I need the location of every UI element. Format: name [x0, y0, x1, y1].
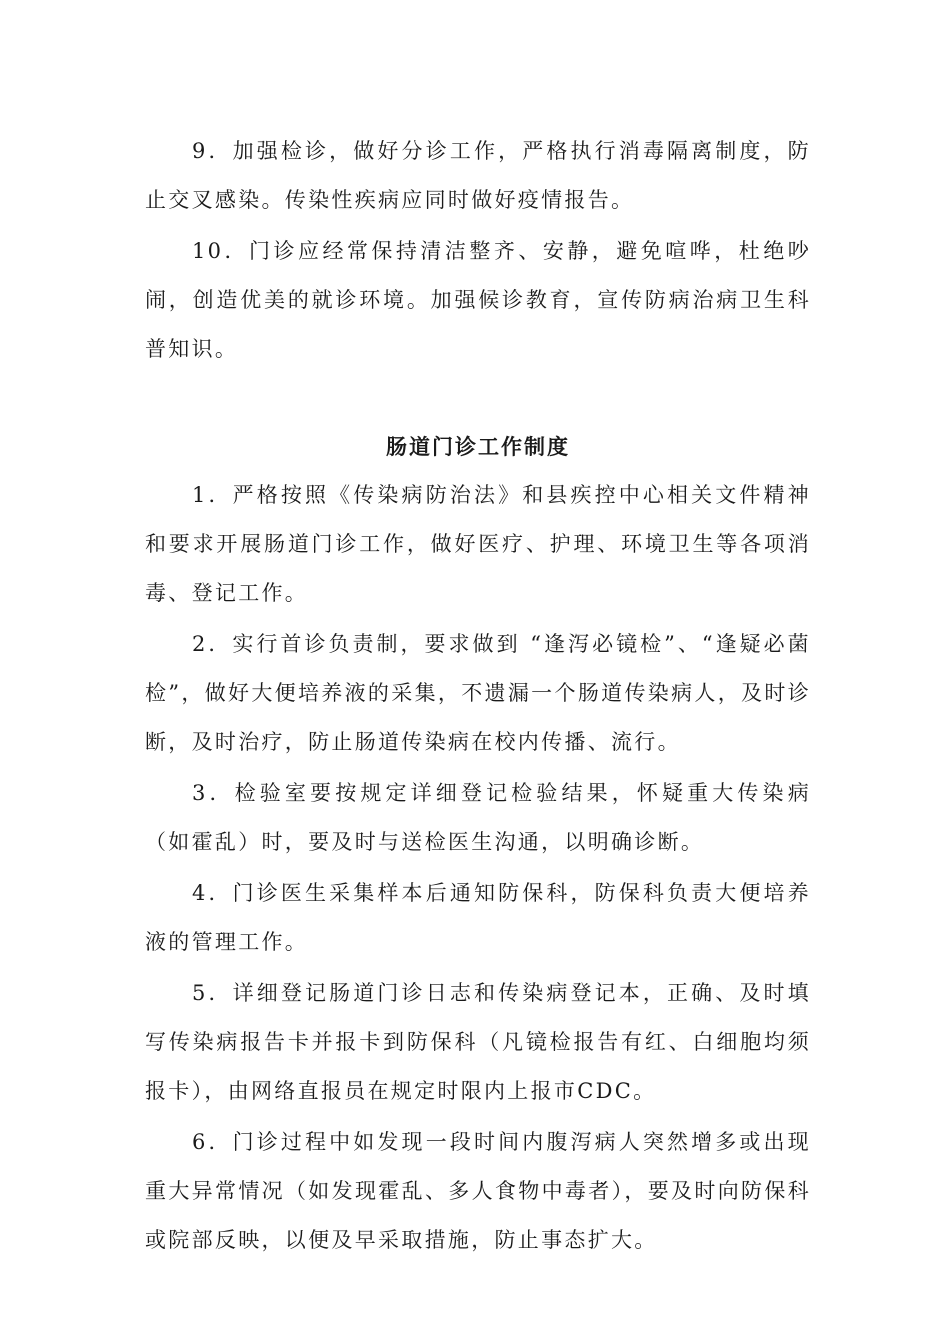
document-body — [145, 127, 811, 1267]
paragraph-rule-6: 6．门诊过程中如发现一段时间内腹泻病人突然增多或出现重大异常情况（如发现霍乱、多人食物中毒者），要及时向防保科或院部反映，以便及早采取措施，防止事态扩大。 — [145, 1130, 811, 1252]
paragraph-rule-2: 2．实行首诊负责制，要求做到 “逢泻必镜检”、“逢疑必菌检”，做好大便培养液的采集，不遗漏一个肠道传染病人，及时诊断，及时治疗，防止肠道传染病在校内传播、流行。 — [145, 632, 811, 754]
paragraph-rule-4: 4．门诊医生采集样本后通知防保科，防保科负责大便培养液的管理工作。 — [145, 881, 811, 954]
paragraph-rule-5: 5．详细登记肠道门诊日志和传染病登记本，正确、及时填写传染病报告卡并报卡到防保科（凡镜检报告有红、白细胞均须报卡），由网络直报员在规定时限内上报市CDC。 — [145, 981, 811, 1103]
paragraph-item-10: 10．门诊应经常保持清洁整齐、安静，避免喧哗，杜绝吵闹，创造优美的就诊环境。加强候诊教育，宣传防病治病卫生科普知识。 — [145, 239, 811, 361]
paragraph-rule-3: 3．检验室要按规定详细登记检验结果，怀疑重大传染病（如霍乱）时，要及时与送检医生沟通，以明确诊断。 — [145, 781, 811, 854]
paragraph-item-9: 9．加强检诊，做好分诊工作，严格执行消毒隔离制度，防止交叉感染。传染性疾病应同时做好疫情报告。 — [145, 139, 811, 212]
paragraph-rule-1: 1．严格按照《传染病防治法》和县疾控中心相关文件精神和要求开展肠道门诊工作，做好医疗、护理、环境卫生等各项消毒、登记工作。 — [145, 483, 811, 605]
section-title: 肠道门诊工作制度 — [386, 434, 570, 459]
